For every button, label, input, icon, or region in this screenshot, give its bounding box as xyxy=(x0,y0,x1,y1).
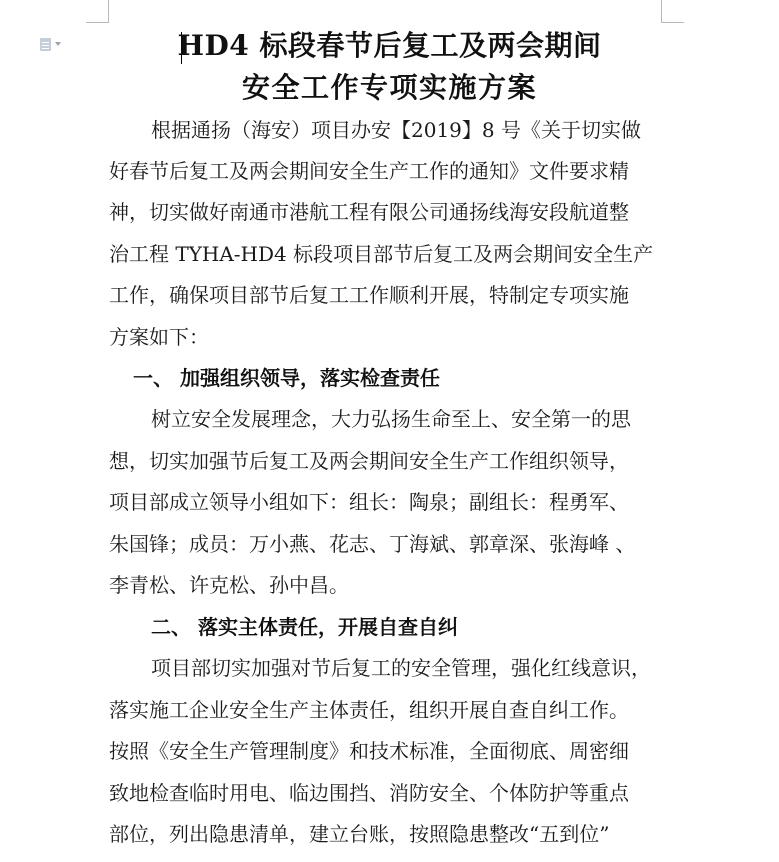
paragraph-line: 致地检查临时用电、临边围挡、消防安全、个体防护等重点 xyxy=(109,781,629,805)
paragraph-line: 落实施工企业安全生产主体责任，组织开展自查自纠工作。 xyxy=(109,698,629,722)
paragraph-line: 项目部成立领导小组如下：组长：陶泉；副组长：程勇军、 xyxy=(109,490,629,514)
paragraph-line: 治工程 TYHA-HD4 标段项目部节后复工及两会期间安全生产 xyxy=(109,242,654,266)
paragraph-line: 方案如下： xyxy=(109,325,209,349)
paragraph-line: 工作，确保项目部节后复工工作顺利开展，特制定专项实施 xyxy=(109,283,629,307)
paragraph-line: 李青松、许克松、孙中昌。 xyxy=(109,573,349,597)
page-corner-mark-right xyxy=(661,0,684,23)
paragraph-line: 树立安全发展理念，大力弘扬生命至上、安全第一的思 xyxy=(151,407,631,431)
paragraph-line: 好春节后复工及两会期间安全生产工作的通知》文件要求精 xyxy=(109,159,629,183)
paragraph-line: 想，切实加强节后复工及两会期间安全生产工作组织领导， xyxy=(109,449,629,473)
paragraph-line: 项目部切实加强对节后复工的安全管理，强化红线意识， xyxy=(151,656,651,680)
section-heading-1: 一、 加强组织领导，落实检查责任 xyxy=(133,366,440,390)
paragraph-line: 部位，列出隐患清单，建立台账，按照隐患整改“五到位” xyxy=(109,822,610,846)
paragraph-line: 朱国锋；成员：万小燕、花志、丁海斌、郭章深、张海峰 、 xyxy=(109,532,636,556)
paragraph-line: 神，切实做好南通市港航工程有限公司通扬线海安段航道整 xyxy=(109,200,629,224)
paragraph-line: 根据通扬（海安）项目办安【2019】8 号《关于切实做 xyxy=(151,118,641,142)
section-heading-2: 二、 落实主体责任，开展自查自纠 xyxy=(151,615,458,639)
page-corner-mark-left xyxy=(86,0,109,23)
document-title-line-2: 安全工作专项实施方案 xyxy=(241,71,537,104)
paragraph-line: 按照《安全生产管理制度》和技术标准，全面彻底、周密细 xyxy=(109,739,629,763)
document-title-line-1: HD4 标段春节后复工及两会期间 xyxy=(177,29,602,62)
